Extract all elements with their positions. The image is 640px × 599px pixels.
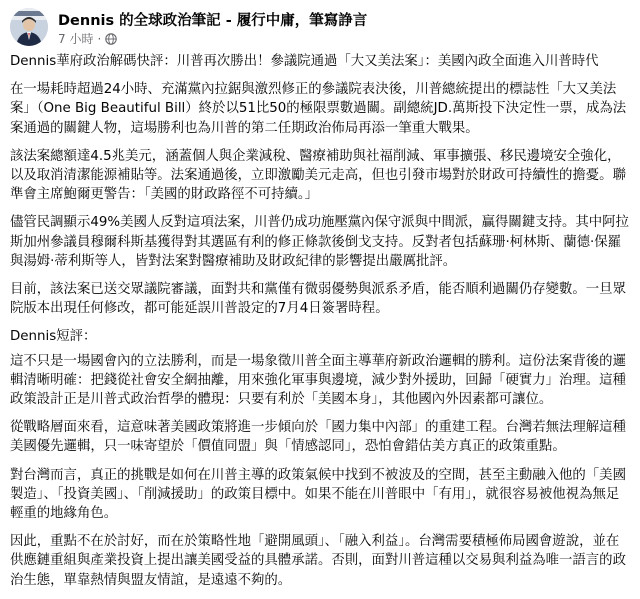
post-paragraph: 這不只是一場國會內的立法勝利，而是一場象徵川普全面主導華府新政治邏輯的勝利。這份法案背後的邏輯清晰明確：把錢從社會安全網抽離，用來強化軍事與邊境，減少對外援助，回歸「硬實力」治理。這種政策設計正是川普式政治哲學的體現：只要有利於「美國本身」，其他國內外因素都可讓位。: [10, 353, 626, 408]
post-section-heading: Dennis短評：: [10, 329, 97, 345]
meta-separator: ·: [97, 31, 102, 46]
post-paragraph: 從戰略層面來看，這意味著美國政策將進一步傾向於「國力集中內部」的重建工程。台灣若無法理解這種美國優先邏輯，只一味寄望於「價值同盟」與「情感認同」，恐怕會錯估美方真正的政策重點。: [10, 420, 626, 455]
author-name[interactable]: Dennis 的全球政治筆記 - 履行中庸，筆寫諍言: [58, 13, 368, 29]
post-paragraph: 目前，該法案已送交眾議院審議，面對共和黨僅有微弱優勢與派系矛盾，能否順利過關仍存變數。一旦眾院版本出現任何修改，都可能延誤川普設定的7月4日簽署時程。: [10, 282, 626, 317]
globe-icon: [105, 33, 117, 45]
post-paragraph: 在一場耗時超過24小時、充滿黨內拉鋸與激烈修正的參議院表決後，川普總統提出的標誌性「大又美法案」（One Big Beautiful Bill）終於以51比50的極限票數過關。副總統JD.萬斯投下決定性一票，成為法案通過的關鍵人物，這場勝利也為川普的第二任期政治佈局再添一筆重大戰果。: [10, 82, 627, 136]
post-paragraph-headline: Dennis華府政治解碼快評：川普再次勝出！參議院通過「大又美法案」：美國內政全面進入川普時代: [10, 54, 599, 69]
avatar[interactable]: [10, 8, 48, 46]
post-timestamp[interactable]: 7 小時: [58, 32, 94, 46]
post-meta: [58, 30, 117, 47]
post-paragraph: 該法案總額達4.5兆美元，涵蓋個人與企業減稅、醫療補助與社福削減、軍事擴張、移民邊境安全強化，以及取消清潔能源補貼等。法案通過後，立即激勵美元走高，但也引發市場對於財政可持續性的擔憂。聯準會主席鮑爾更警告：「美國的財政路徑不可持續。」: [10, 148, 626, 203]
post-body: [10, 52, 632, 599]
post-header: [10, 8, 630, 46]
post-paragraph: 對台灣而言，真正的挑戰是如何在川普主導的政策氣候中找到不被波及的空間，甚至主動融入他的「美國製造」、「投資美國」、「削減援助」的政策目標中。如果不能在川普眼中「有用」，就很容易被他視為無足輕重的地緣角色。: [10, 467, 626, 522]
post-paragraph: 因此，重點不在於討好，而在於策略性地「避開風頭」、「融入利益」。台灣需要積極佈局國會遊說，並在供應鏈重組與產業投資上提出讓美國受益的具體承諾。否則，面對川普這種以交易與利益為唯一語言的政治生態，單靠熱情與盟友情誼，是遠遠不夠的。: [10, 534, 626, 588]
post-paragraph: 儘管民調顯示49%美國人反對這項法案，川普仍成功施壓黨內保守派與中間派，贏得關鍵支持。其中阿拉斯加州參議員穆爾科斯基獲得對其選區有利的修正條款後倒戈支持。反對者包括蘇珊·柯林斯、蘭德·保羅與湯姆·蒂利斯等人，皆對法案對醫療補助及財政紀律的影響提出嚴厲批評。: [10, 215, 629, 269]
